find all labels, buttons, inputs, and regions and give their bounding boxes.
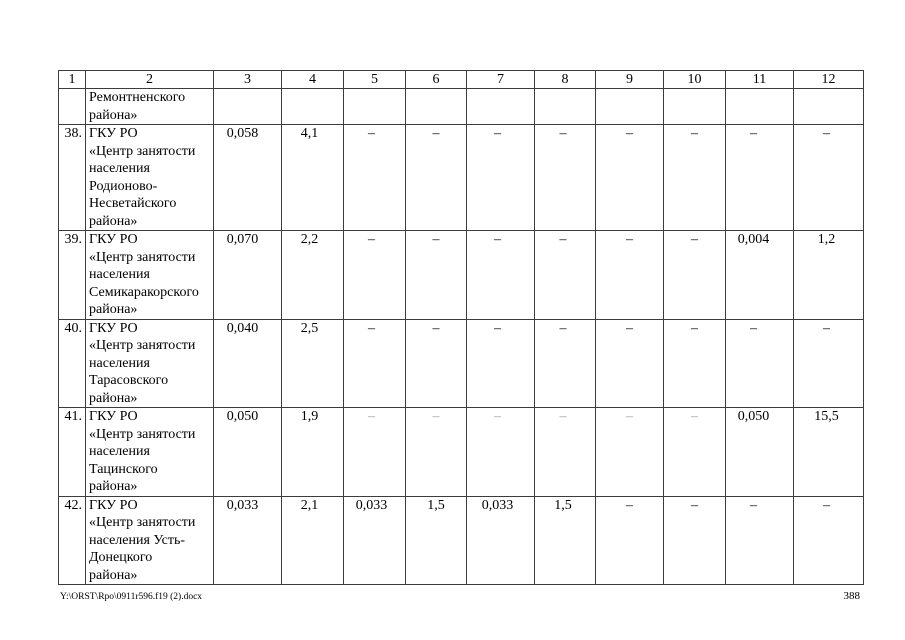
- cell-value: –: [559, 126, 567, 141]
- cell-value: –: [368, 320, 375, 336]
- cell-value: 1,5: [427, 497, 445, 513]
- name-cell: [86, 89, 214, 125]
- name-cell: [86, 496, 214, 585]
- value-cell-col-5: [344, 408, 406, 497]
- name-cell: [86, 408, 214, 497]
- cell-value: 0,050: [737, 409, 770, 424]
- cell-value: 2,1: [300, 497, 319, 513]
- name-line: района»: [89, 567, 138, 583]
- name-line: Несветайского: [89, 196, 177, 211]
- row-number-cell: 42.: [59, 496, 86, 585]
- cell-value: –: [626, 320, 633, 336]
- cell-value: –: [559, 409, 567, 424]
- name-line: ГКУ РО: [89, 232, 138, 247]
- cell-value: –: [626, 497, 633, 513]
- cell-value: –: [691, 126, 698, 141]
- cell-value: –: [823, 320, 830, 336]
- value-cell-col-12: [794, 408, 864, 497]
- cell-value: –: [823, 497, 830, 513]
- name-line: населения: [89, 355, 150, 371]
- header-row: [59, 71, 864, 89]
- row-number-cell: 38.: [59, 125, 86, 231]
- name-line: населения: [89, 161, 150, 176]
- data-table: [58, 70, 864, 585]
- value-cell-col-3: [214, 408, 282, 497]
- cell-value: 0,033: [226, 497, 259, 513]
- value-cell-col-7: [467, 319, 535, 408]
- name-line: района»: [89, 302, 138, 317]
- value-cell-col-7: [467, 125, 535, 231]
- cell-value: –: [559, 232, 567, 247]
- value-cell-col-8: [535, 319, 596, 408]
- cell-value: 0,033: [481, 497, 514, 513]
- value-cell-col-11: [726, 125, 794, 231]
- cell-value: –: [432, 409, 440, 424]
- value-cell: [726, 89, 794, 125]
- cell-value: 1,9: [300, 409, 319, 424]
- cell-value: –: [750, 126, 757, 141]
- value-cell-col-10: [664, 125, 726, 231]
- cell-value: –: [626, 126, 633, 141]
- value-cell-col-9: [596, 231, 664, 320]
- name-line: Донецкого: [89, 550, 153, 565]
- value-cell-col-4: [282, 319, 344, 408]
- value-cell-col-6: [406, 319, 467, 408]
- value-cell-col-3: [214, 231, 282, 320]
- value-cell-col-10: [664, 319, 726, 408]
- value-cell-col-11: [726, 408, 794, 497]
- name-line: населения: [89, 444, 150, 459]
- value-cell: [467, 89, 535, 125]
- value-cell-col-7: [467, 496, 535, 585]
- value-cell-col-8: [535, 125, 596, 231]
- value-cell-col-10: [664, 496, 726, 585]
- value-cell-col-5: [344, 231, 406, 320]
- cell-value: –: [750, 497, 757, 513]
- value-cell: [596, 89, 664, 125]
- name-cell: [86, 125, 214, 231]
- column-header-1: 1: [59, 71, 86, 89]
- value-cell-col-11: [726, 496, 794, 585]
- column-header-3: 3: [214, 71, 282, 89]
- value-cell-col-8: [535, 408, 596, 497]
- value-cell-col-8: [535, 231, 596, 320]
- value-cell-col-5: [344, 125, 406, 231]
- value-cell-col-3: [214, 125, 282, 231]
- value-cell-col-9: [596, 496, 664, 585]
- value-cell-col-12: [794, 319, 864, 408]
- value-cell-col-9: [596, 408, 664, 497]
- value-cell-col-3: [214, 496, 282, 585]
- value-cell: [406, 89, 467, 125]
- name-line: ГКУ РО: [89, 126, 138, 141]
- value-cell-col-11: [726, 319, 794, 408]
- value-cell: [664, 89, 726, 125]
- column-header-2: 2: [86, 71, 214, 89]
- value-cell-col-12: [794, 231, 864, 320]
- cell-value: 1,2: [817, 232, 836, 247]
- value-cell-col-9: [596, 319, 664, 408]
- cell-value: –: [691, 497, 698, 513]
- value-cell-col-11: [726, 231, 794, 320]
- name-line: района»: [89, 390, 138, 406]
- cell-value: 2,2: [300, 232, 319, 247]
- table-row: [59, 231, 864, 320]
- cell-value: –: [432, 320, 440, 336]
- value-cell: [214, 89, 282, 125]
- table-row-continuation: [59, 89, 864, 125]
- value-cell: [794, 89, 864, 125]
- cell-value: –: [626, 409, 633, 424]
- cell-value: –: [494, 409, 501, 424]
- column-header-12: 12: [794, 71, 864, 89]
- value-cell-col-4: [282, 231, 344, 320]
- cell-value: –: [691, 320, 698, 336]
- column-header-4: 4: [282, 71, 344, 89]
- column-header-9: 9: [596, 71, 664, 89]
- value-cell-col-12: [794, 496, 864, 585]
- name-line: «Центр занятости: [89, 426, 196, 442]
- table-row: [59, 125, 864, 231]
- name-line: ГКУ РО: [89, 497, 138, 513]
- footer-page-number: 388: [843, 590, 860, 602]
- cell-value: –: [494, 320, 501, 336]
- name-line: ГКУ РО: [89, 320, 138, 336]
- cell-value: 0,004: [737, 232, 770, 247]
- cell-value: 1,5: [554, 497, 572, 513]
- name-line: района»: [89, 107, 138, 123]
- cell-value: –: [368, 232, 375, 247]
- column-header-10: 10: [664, 71, 726, 89]
- column-header-11: 11: [726, 71, 794, 89]
- row-number-cell: 41.: [59, 408, 86, 497]
- row-number-cell: 40.: [59, 319, 86, 408]
- cell-value: –: [368, 409, 375, 424]
- value-cell-col-7: [467, 408, 535, 497]
- name-line: ГКУ РО: [89, 409, 138, 424]
- value-cell-col-6: [406, 408, 467, 497]
- name-line: района»: [89, 213, 138, 229]
- value-cell-col-8: [535, 496, 596, 585]
- cell-value: 0,050: [226, 409, 259, 424]
- cell-value: 0,058: [226, 126, 259, 141]
- value-cell-col-4: [282, 496, 344, 585]
- name-line: Семикаракорского: [89, 284, 199, 300]
- table-row: [59, 408, 864, 497]
- cell-value: 0,033: [355, 497, 388, 513]
- cell-value: –: [494, 126, 501, 141]
- cell-value: –: [626, 232, 633, 247]
- cell-value: –: [432, 126, 440, 141]
- value-cell-col-9: [596, 125, 664, 231]
- name-line: района»: [89, 479, 138, 494]
- value-cell: [344, 89, 406, 125]
- column-header-6: 6: [406, 71, 467, 89]
- cell-value: –: [691, 409, 698, 424]
- cell-value: –: [432, 232, 440, 247]
- cell-value: –: [750, 320, 757, 336]
- cell-value: 4,1: [300, 126, 319, 141]
- value-cell-col-4: [282, 125, 344, 231]
- cell-value: –: [368, 126, 375, 141]
- name-line: Ремонтненского: [89, 90, 186, 105]
- name-line: Тарасовского: [89, 373, 169, 388]
- name-cell: [86, 319, 214, 408]
- value-cell-col-10: [664, 408, 726, 497]
- cell-value: –: [691, 232, 698, 247]
- value-cell: [535, 89, 596, 125]
- value-cell-col-4: [282, 408, 344, 497]
- cell-value: 2,5: [300, 320, 319, 336]
- table-row: [59, 319, 864, 408]
- name-line: «Центр занятости: [89, 338, 196, 353]
- value-cell-col-5: [344, 496, 406, 585]
- row-number-cell: 39.: [59, 231, 86, 320]
- name-line: «Центр занятости: [89, 249, 196, 265]
- cell-value: 0,040: [226, 320, 259, 336]
- value-cell-col-10: [664, 231, 726, 320]
- value-cell-col-12: [794, 125, 864, 231]
- cell-value: 0,070: [226, 232, 259, 247]
- column-header-7: 7: [467, 71, 535, 89]
- value-cell-col-7: [467, 231, 535, 320]
- table-row: [59, 496, 864, 585]
- name-line: населения: [89, 267, 150, 282]
- cell-value: 15,5: [814, 409, 839, 424]
- name-cell: [86, 231, 214, 320]
- name-line: Тацинского: [89, 461, 158, 477]
- value-cell-col-6: [406, 496, 467, 585]
- name-line: населения Усть-: [89, 532, 186, 548]
- footer-file-path: Y:\ORST\Rpo\0911r596.f19 (2).docx: [60, 592, 203, 602]
- cell-value: –: [559, 320, 567, 336]
- value-cell-col-6: [406, 231, 467, 320]
- cell-value: –: [494, 232, 501, 247]
- name-line: «Центр занятости: [89, 515, 196, 530]
- row-number-cell: [59, 89, 86, 125]
- name-line: Родионово-: [89, 178, 158, 194]
- value-cell-col-6: [406, 125, 467, 231]
- value-cell-col-5: [344, 319, 406, 408]
- name-line: «Центр занятости: [89, 143, 196, 159]
- value-cell-col-3: [214, 319, 282, 408]
- column-header-5: 5: [344, 71, 406, 89]
- value-cell: [282, 89, 344, 125]
- cell-value: –: [823, 126, 830, 141]
- column-header-8: 8: [535, 71, 596, 89]
